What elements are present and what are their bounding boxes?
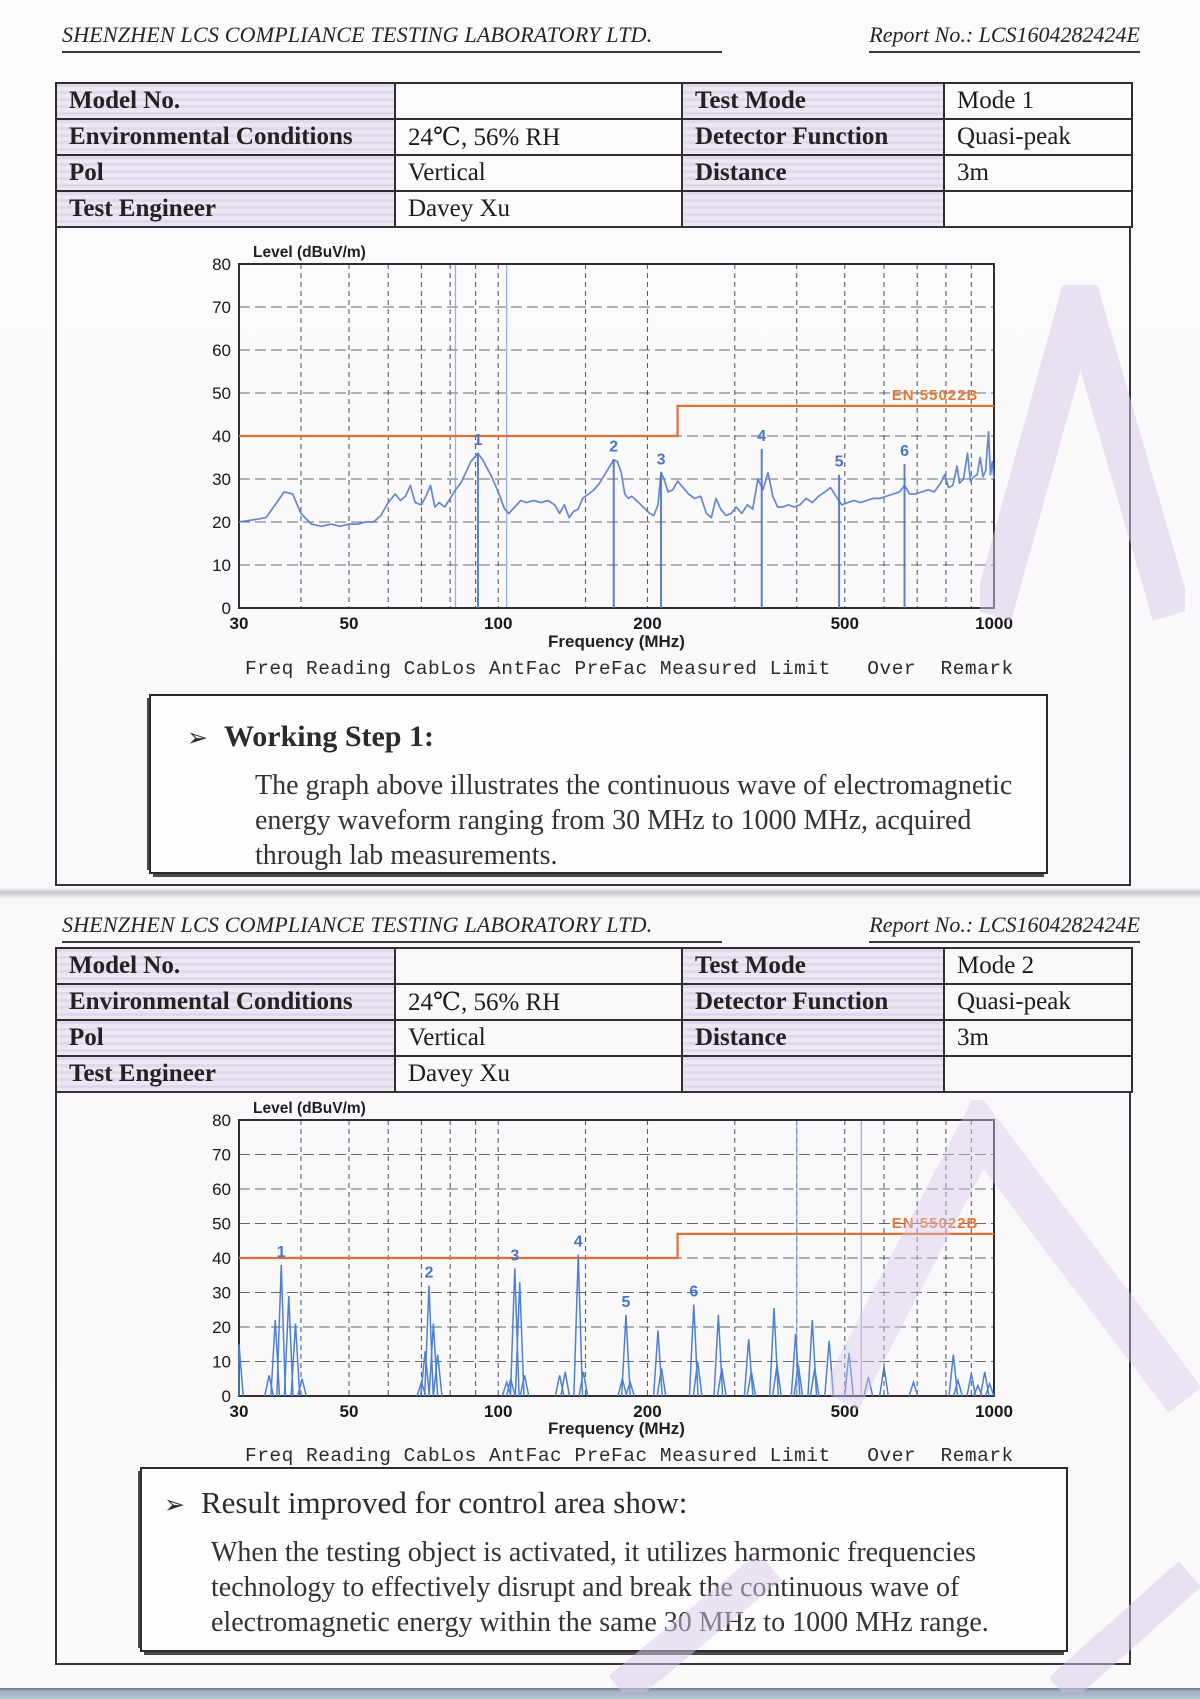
table-row (56, 1020, 1132, 1056)
cell-label: Test Engineer (56, 1056, 395, 1092)
working-step-note (149, 694, 1048, 874)
svg-text:60: 60 (212, 341, 231, 360)
svg-text:3: 3 (510, 1247, 520, 1265)
measurement-columns-header: Freq Reading CabLos AntFac PreFac Measured Limit Over Remark (245, 1445, 1014, 1467)
cell-label: Detector Function (682, 119, 944, 155)
scan-edge-strip (0, 1688, 1200, 1699)
cell-label: Test Mode (682, 948, 944, 984)
svg-text:2: 2 (424, 1264, 434, 1282)
svg-text:30: 30 (212, 470, 231, 489)
cell-label: Environmental Conditions (56, 984, 395, 1020)
svg-text:50: 50 (212, 1214, 231, 1234)
svg-text:60: 60 (212, 1180, 231, 1199)
x-axis-title: Frequency (MHz) (548, 1419, 685, 1438)
svg-text:6: 6 (689, 1283, 699, 1301)
svg-text:4: 4 (573, 1233, 583, 1251)
cell-label: Pol (56, 1020, 395, 1056)
cell-value: Mode 2 (944, 948, 1132, 984)
svg-text:10: 10 (212, 556, 231, 575)
svg-text:70: 70 (212, 1145, 231, 1165)
cell-label: Detector Function (682, 984, 944, 1020)
emissions-chart-panel-mode1 (55, 226, 1131, 886)
svg-text:50: 50 (212, 384, 231, 403)
cell-label (682, 191, 944, 227)
test-info-table (55, 82, 1133, 228)
lab-name: SHENZHEN LCS COMPLIANCE TESTING LABORATORY LTD. (62, 22, 722, 53)
svg-text:100: 100 (484, 1402, 513, 1421)
report-number: Report No.: LCS1604282424E (869, 22, 1140, 53)
table-row (56, 155, 1132, 191)
cell-label: Test Mode (682, 83, 944, 119)
lab-name: SHENZHEN LCS COMPLIANCE TESTING LABORATORY LTD. (62, 912, 722, 943)
note-line: When the testing object is activated, it utilizes harmonic frequencies (211, 1537, 977, 1568)
svg-text:40: 40 (212, 1249, 231, 1268)
cell-value (944, 191, 1132, 227)
emissions-chart-panel-mode2 (55, 1091, 1131, 1665)
svg-text:20: 20 (212, 1318, 231, 1337)
svg-text:1000: 1000 (975, 1402, 1013, 1421)
report-header (62, 22, 1140, 53)
svg-text:5: 5 (834, 453, 844, 471)
svg-text:80: 80 (212, 1111, 231, 1130)
svg-text:2: 2 (609, 438, 619, 456)
table-row (56, 984, 1132, 1020)
cell-value: 3m (944, 155, 1132, 191)
svg-text:200: 200 (633, 1402, 662, 1421)
svg-text:1: 1 (473, 432, 483, 450)
svg-text:100: 100 (484, 614, 513, 633)
svg-text:0: 0 (221, 599, 231, 618)
svg-text:500: 500 (830, 614, 859, 633)
svg-text:0: 0 (221, 1387, 231, 1406)
measurement-columns-header: Freq Reading CabLos AntFac PreFac Measured Limit Over Remark (245, 658, 1014, 680)
svg-text:30: 30 (229, 1402, 249, 1421)
svg-text:Level (dBuV/m): Level (dBuV/m) (253, 244, 366, 261)
table-row (56, 83, 1132, 119)
cell-label: Pol (56, 155, 395, 191)
note-line: The graph above illustrates the continuous wave of electromagnetic (255, 770, 1013, 801)
cell-value: Vertical (395, 1020, 682, 1056)
svg-text:30: 30 (229, 614, 249, 633)
cell-value: Quasi-peak (944, 984, 1132, 1020)
svg-text:200: 200 (633, 614, 662, 633)
svg-text:1000: 1000 (975, 614, 1013, 633)
note-line: through lab measurements. (255, 840, 558, 871)
report-header (62, 912, 1140, 943)
svg-text:5: 5 (621, 1293, 631, 1311)
cell-value: 3m (944, 1020, 1132, 1056)
cell-label: Model No. (56, 83, 395, 119)
cell-value (395, 83, 682, 119)
svg-text:70: 70 (212, 298, 231, 317)
cell-value: Vertical (395, 155, 682, 191)
svg-text:30: 30 (212, 1283, 231, 1303)
svg-text:40: 40 (212, 427, 231, 446)
svg-text:80: 80 (212, 255, 231, 274)
svg-text:3: 3 (656, 451, 666, 469)
cell-value: Mode 1 (944, 83, 1132, 119)
svg-text:50: 50 (339, 614, 359, 633)
arrow-bullet-icon: ➢ (164, 1490, 185, 1519)
note-line: electromagnetic energy within the same 30 MHz to 1000 MHz range. (211, 1607, 989, 1638)
table-row (56, 948, 1132, 984)
svg-text:50: 50 (339, 1402, 359, 1421)
x-axis-title: Frequency (MHz) (548, 632, 685, 651)
arrow-bullet-icon: ➢ (187, 723, 208, 752)
cell-value: 24℃, 56% RH (395, 119, 682, 155)
cell-label: Distance (682, 155, 944, 191)
svg-text:EN 55022B: EN 55022B (891, 386, 979, 404)
svg-text:Level (dBuV/m): Level (dBuV/m) (253, 1100, 366, 1117)
svg-text:500: 500 (830, 1402, 859, 1421)
cell-value: Davey Xu (395, 1056, 682, 1092)
cell-value: Quasi-peak (944, 119, 1132, 155)
note-title: Working Step 1: (223, 720, 434, 753)
table-row (56, 191, 1132, 227)
svg-text:4: 4 (757, 427, 767, 445)
svg-text:6: 6 (900, 442, 909, 460)
cell-value (944, 1056, 1132, 1092)
note-line: energy waveform ranging from 30 MHz to 1000 MHz, acquired (255, 805, 972, 836)
cell-label: Test Engineer (56, 191, 395, 227)
cell-label (682, 1056, 944, 1092)
cell-label: Environmental Conditions (56, 119, 395, 155)
table-row (56, 1056, 1132, 1092)
cell-label: Distance (682, 1020, 944, 1056)
page-break-shadow (0, 888, 1200, 898)
svg-text:1: 1 (276, 1243, 286, 1261)
cell-label: Model No. (56, 948, 395, 984)
emissions-chart-mode2 (57, 1093, 1129, 1437)
note-title: Result improved for control area show: (200, 1485, 688, 1520)
emissions-chart-mode1 (57, 228, 1129, 668)
note-line: technology to effectively disrupt and break the continuous wave of (211, 1572, 960, 1603)
cell-value: 24℃, 56% RH (395, 984, 682, 1020)
report-number: Report No.: LCS1604282424E (869, 912, 1140, 943)
cell-value (395, 948, 682, 984)
table-row (56, 119, 1132, 155)
cell-value: Davey Xu (395, 191, 682, 227)
svg-text:10: 10 (212, 1352, 231, 1372)
test-info-table (55, 947, 1133, 1093)
result-note (140, 1467, 1068, 1652)
svg-text:EN 55022B: EN 55022B (891, 1214, 979, 1232)
svg-text:20: 20 (212, 513, 231, 532)
